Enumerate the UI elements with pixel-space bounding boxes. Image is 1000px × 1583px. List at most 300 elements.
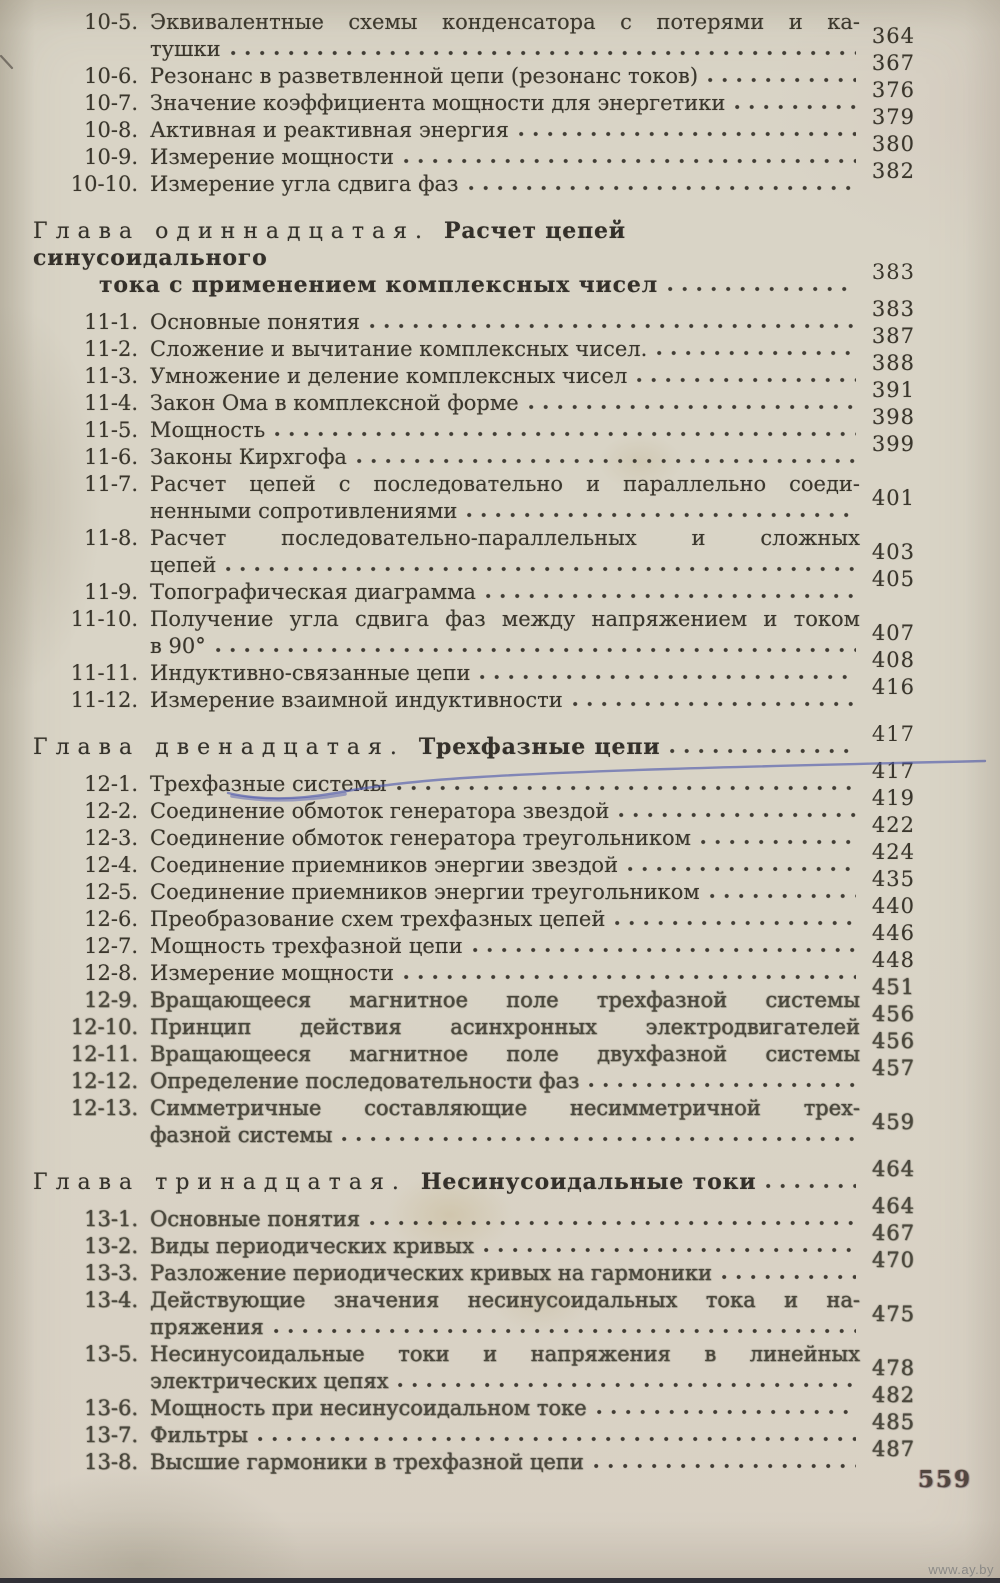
- entry-number: 11-2.: [84, 337, 138, 361]
- entry-line: [150, 687, 860, 714]
- toc-section: [0, 722, 915, 1149]
- toc-entry: [0, 948, 915, 987]
- dot-leader: [484, 1244, 856, 1256]
- toc-entry: [0, 975, 915, 1014]
- entry-page-number: 459: [871, 1110, 915, 1134]
- entry-line-text: Активная и реактивная энергия: [150, 118, 509, 142]
- entry-page-number: 448: [871, 948, 915, 972]
- dot-leader: [275, 428, 856, 440]
- dot-leader: [529, 401, 856, 413]
- entry-number: 12-13.: [70, 1096, 138, 1120]
- dot-leader: [594, 1460, 856, 1472]
- entry-page-number: 435: [871, 867, 915, 891]
- dot-leader: [668, 283, 856, 295]
- entry-text: [150, 1395, 860, 1422]
- entry-line-text: Фильтры: [150, 1423, 248, 1447]
- chapter-heading-line: [33, 218, 860, 272]
- entry-text: [150, 1422, 860, 1449]
- dot-leader: [619, 809, 856, 821]
- entry-line: [150, 1314, 860, 1341]
- entry-line-text: ненными сопротивлениями: [150, 499, 458, 523]
- dot-leader: [735, 101, 856, 113]
- toc-entry: [0, 786, 915, 825]
- entry-line: Получение угла сдвига фаз между напряжением и током: [150, 607, 860, 631]
- entry-number: 11-1.: [84, 310, 138, 334]
- toc-entry: [0, 894, 915, 933]
- entry-line-text: Измерение взаимной индуктивности: [150, 688, 563, 712]
- entry-line: [150, 417, 860, 444]
- entry-text: [150, 825, 860, 852]
- entry-number: 10-6.: [84, 64, 138, 88]
- entry-number: 11-7.: [84, 472, 138, 496]
- entry-line: [150, 363, 860, 390]
- dot-leader: [766, 1180, 856, 1192]
- entry-line-text: Измерение угла сдвига фаз: [150, 172, 459, 196]
- chapter-heading-text: [0, 734, 860, 761]
- entry-number: 11-11.: [70, 661, 138, 685]
- entry-line-text: Мощность трехфазной цепи: [150, 934, 463, 958]
- entry-text: [150, 1341, 860, 1395]
- entry-page-number: 482: [871, 1383, 915, 1407]
- entry-line: [150, 1422, 860, 1449]
- entry-text: [150, 144, 860, 171]
- entry-line-text: Основные понятия: [150, 310, 360, 334]
- bottom-scan-edge: [0, 1578, 1000, 1583]
- entry-line: [150, 1449, 860, 1476]
- toc-entry: [0, 1248, 915, 1287]
- chapter-heading-line: [33, 272, 860, 299]
- entry-line: [150, 633, 860, 660]
- entry-page-number: 440: [871, 894, 915, 918]
- entry-text: [150, 798, 860, 825]
- toc-entry: [0, 405, 915, 444]
- entry-line: [150, 36, 860, 63]
- dot-leader: [589, 1079, 856, 1091]
- toc-entry: [0, 432, 915, 471]
- entry-page-number: 446: [871, 921, 915, 945]
- entry-page-number: 380: [871, 132, 915, 156]
- entry-line-text: Сложение и вычитание комплексных чисел.: [150, 337, 648, 361]
- entry-text: [150, 117, 860, 144]
- chapter-page-number: 464: [871, 1157, 915, 1181]
- dot-leader: [573, 698, 856, 710]
- dot-leader: [258, 1433, 856, 1445]
- toc-entry: [0, 1341, 915, 1395]
- chapter-heading-line: [33, 1169, 860, 1196]
- dot-leader: [519, 128, 856, 140]
- entry-number: 12-9.: [84, 988, 138, 1012]
- entry-text: [150, 444, 860, 471]
- entry-page-number: 364: [871, 24, 915, 48]
- entry-line-text: фазной системы: [150, 1123, 333, 1147]
- entry-page-number: 419: [871, 786, 915, 810]
- entry-page-number: 456: [871, 1002, 915, 1026]
- entry-text: [150, 906, 860, 933]
- entry-line: Вращающееся магнитное поле двухфазной системы: [150, 1042, 860, 1066]
- toc-entry: [0, 1410, 915, 1449]
- toc-entry: [0, 132, 915, 171]
- entry-line: [150, 660, 860, 687]
- toc-entry: [0, 297, 915, 336]
- entry-text: [150, 417, 860, 444]
- toc-entry: [0, 840, 915, 879]
- dot-leader: [216, 644, 856, 656]
- entry-page-number: 387: [871, 324, 915, 348]
- page-number-stamp: 559: [917, 1466, 972, 1493]
- entry-line-text: Индуктивно-связанные цепи: [150, 661, 471, 685]
- entry-line-text: Виды периодических кривых: [150, 1234, 474, 1258]
- toc-entry: [0, 324, 915, 363]
- entry-line-text: Высшие гармоники в трехфазной цепи: [150, 1450, 584, 1474]
- toc-section: [0, 9, 915, 198]
- entry-text: [150, 63, 860, 90]
- entry-text: [150, 852, 860, 879]
- chapter-title: Несинусоидальные токи: [420, 1169, 757, 1195]
- entry-page-number: 399: [871, 432, 915, 456]
- entry-page-number: 475: [871, 1302, 915, 1326]
- dot-leader: [370, 1217, 856, 1229]
- entry-text: [150, 879, 860, 906]
- entry-text: [150, 579, 860, 606]
- entry-line: [150, 1368, 860, 1395]
- toc-entry: [0, 1029, 915, 1068]
- entry-page-number: 379: [871, 105, 915, 129]
- entry-line-text: в 90°: [150, 634, 206, 658]
- entry-number: 12-1.: [84, 772, 138, 796]
- entry-page-number: 417: [871, 759, 915, 783]
- entry-line: [150, 144, 860, 171]
- entry-line: [150, 498, 860, 525]
- entry-number: 12-11.: [70, 1042, 138, 1066]
- entry-line: [150, 390, 860, 417]
- entry-line: [150, 336, 860, 363]
- entry-page-number: 401: [871, 486, 915, 510]
- entry-line: [150, 798, 860, 825]
- entry-page-number: 464: [871, 1194, 915, 1218]
- entry-page-number: 422: [871, 813, 915, 837]
- dot-leader: [397, 782, 856, 794]
- entry-number: 13-7.: [84, 1423, 138, 1447]
- entry-number: 11-4.: [84, 391, 138, 415]
- entry-line: [150, 63, 860, 90]
- entry-text: [150, 1041, 860, 1068]
- dot-leader: [404, 155, 856, 167]
- entry-page-number: 398: [871, 405, 915, 429]
- entry-number: 12-2.: [84, 799, 138, 823]
- toc-entry: [0, 159, 915, 198]
- entry-page-number: 470: [871, 1248, 915, 1272]
- chapter-heading-line: [33, 734, 860, 761]
- entry-text: [150, 1233, 860, 1260]
- chapter-heading-text: [0, 1169, 860, 1196]
- toc-section: [0, 1157, 915, 1476]
- entry-line-text: Измерение мощности: [150, 145, 395, 169]
- entry-text: [150, 1068, 860, 1095]
- entry-text: [150, 471, 860, 525]
- entry-number: 11-3.: [84, 364, 138, 388]
- entry-number: 11-12.: [70, 688, 138, 712]
- entry-number: 12-6.: [84, 907, 138, 931]
- entry-number: 12-10.: [70, 1015, 138, 1039]
- entry-number: 13-4.: [84, 1288, 138, 1312]
- entry-line-text: Основные понятия: [150, 1207, 360, 1231]
- toc-entry: [0, 606, 915, 660]
- entry-number: 13-3.: [84, 1261, 138, 1285]
- entry-page-number: 407: [871, 621, 915, 645]
- entry-line-text: Преобразование схем трехфазных цепей: [150, 907, 606, 931]
- dot-leader: [231, 47, 856, 59]
- entry-page-number: 478: [871, 1356, 915, 1380]
- entry-line-text: Соединение приемников энергии треугольником: [150, 880, 700, 904]
- chapter-title: тока с применением комплексных чисел: [99, 272, 658, 298]
- entry-page-number: 383: [871, 297, 915, 321]
- entry-text: [150, 363, 860, 390]
- dot-leader: [342, 1133, 856, 1145]
- entry-number: 10-7.: [84, 91, 138, 115]
- entry-line-text: Умножение и деление комплексных чисел: [150, 364, 628, 388]
- entry-line-text: тушки: [150, 37, 221, 61]
- toc-entry: [0, 1002, 915, 1041]
- entry-line-text: пряжения: [150, 1315, 264, 1339]
- dot-leader: [615, 917, 856, 929]
- entry-line-text: Законы Кирхгофа: [150, 445, 347, 469]
- toc-entry: [0, 1287, 915, 1341]
- entry-number: 10-10.: [70, 172, 138, 196]
- entry-page-number: 408: [871, 648, 915, 672]
- entry-line: Принцип действия асинхронных электродвигателей: [150, 1015, 860, 1039]
- entry-line: Расчет последовательно-параллельных и сложных: [150, 526, 860, 550]
- chapter-heading: [0, 1157, 915, 1196]
- toc-entry: [0, 1194, 915, 1233]
- watermark: www.ay.by: [928, 1562, 994, 1577]
- dot-leader: [469, 182, 856, 194]
- toc-entry: [0, 105, 915, 144]
- entry-text: [150, 1287, 860, 1341]
- entry-number: 12-5.: [84, 880, 138, 904]
- entry-line-text: Определение последовательности фаз: [150, 1069, 580, 1093]
- entry-text: [150, 9, 860, 63]
- entry-number: 13-2.: [84, 1234, 138, 1258]
- entry-text: [150, 90, 860, 117]
- entry-page-number: 405: [871, 567, 915, 591]
- dot-leader: [657, 347, 856, 359]
- chapter-title: Расчет цепей синусоидального: [33, 218, 626, 271]
- toc-entry: [0, 675, 915, 714]
- entry-line-text: электрических цепях: [150, 1369, 389, 1393]
- entry-number: 12-4.: [84, 853, 138, 877]
- entry-page-number: 367: [871, 51, 915, 75]
- entry-number: 13-6.: [84, 1396, 138, 1420]
- entry-page-number: 388: [871, 351, 915, 375]
- entry-number: 10-8.: [84, 118, 138, 142]
- entry-number: 10-5.: [84, 10, 138, 34]
- dot-leader: [274, 1325, 856, 1337]
- entry-text: [150, 660, 860, 687]
- dot-leader: [708, 74, 856, 86]
- toc-entry: [0, 525, 915, 579]
- toc-entry: [0, 471, 915, 525]
- entry-page-number: 456: [871, 1029, 915, 1053]
- entry-page-number: 485: [871, 1410, 915, 1434]
- dot-leader: [597, 1406, 856, 1418]
- entry-line-text: Резонанс в разветвленной цепи (резонанс токов): [150, 64, 699, 88]
- entry-page-number: 467: [871, 1221, 915, 1245]
- entry-line: [150, 309, 860, 336]
- entry-number: 11-6.: [84, 445, 138, 469]
- entry-line: Расчет цепей с последовательно и параллельно соеди-: [150, 472, 860, 496]
- entry-text: [150, 606, 860, 660]
- toc-entry: [0, 1221, 915, 1260]
- entry-line: [150, 1233, 860, 1260]
- entry-number: 12-7.: [84, 934, 138, 958]
- dot-leader: [473, 944, 856, 956]
- entry-line: [150, 171, 860, 198]
- entry-number: 13-1.: [84, 1207, 138, 1231]
- chapter-heading: [0, 218, 915, 299]
- entry-page-number: 403: [871, 540, 915, 564]
- toc-entry: [0, 759, 915, 798]
- toc-section: [0, 218, 915, 714]
- entry-line-text: цепей: [150, 553, 217, 577]
- entry-number: 13-5.: [84, 1342, 138, 1366]
- entry-line: [150, 906, 860, 933]
- dot-leader: [486, 590, 856, 602]
- entry-text: [150, 1095, 860, 1149]
- entry-text: [150, 987, 860, 1014]
- entry-page-number: 487: [871, 1437, 915, 1461]
- entry-line: [150, 444, 860, 471]
- toc-entry: [0, 567, 915, 606]
- entry-line-text: Соединение обмоток генератора звездой: [150, 799, 610, 823]
- dot-leader: [370, 320, 856, 332]
- entry-line: [150, 1068, 860, 1095]
- entry-number: 11-9.: [84, 580, 138, 604]
- entry-line: [150, 933, 860, 960]
- toc-entry: [0, 813, 915, 852]
- dot-leader: [357, 455, 856, 467]
- dot-leader: [226, 563, 856, 575]
- chapter-label: Глава тринадцатая.: [33, 1170, 407, 1195]
- entry-line: Несинусоидальные токи и напряжения в линейных: [150, 1342, 860, 1366]
- entry-line-text: Соединение обмоток генератора треугольником: [150, 826, 691, 850]
- entry-line: [150, 1122, 860, 1149]
- entry-text: [150, 309, 860, 336]
- entry-line: [150, 117, 860, 144]
- dot-leader: [670, 745, 856, 757]
- entry-line: [150, 90, 860, 117]
- chapter-heading-text: [0, 218, 860, 299]
- chapter-label: Глава одиннадцатая.: [33, 219, 431, 244]
- dot-leader: [710, 890, 856, 902]
- toc-entry: [0, 921, 915, 960]
- entry-page-number: 451: [871, 975, 915, 999]
- toc-entry: [0, 78, 915, 117]
- toc-entry: [0, 351, 915, 390]
- toc-entry: [0, 648, 915, 687]
- entry-line-text: Измерение мощности: [150, 961, 395, 985]
- dot-leader: [404, 971, 856, 983]
- entry-line-text: Топографическая диаграмма: [150, 580, 476, 604]
- toc-entry: [0, 9, 915, 63]
- entry-line: [150, 1260, 860, 1287]
- entry-line: [150, 879, 860, 906]
- entry-number: 11-10.: [70, 607, 138, 631]
- entry-line: [150, 825, 860, 852]
- toc-entry: [0, 51, 915, 90]
- entry-text: [150, 336, 860, 363]
- entry-text: [150, 390, 860, 417]
- entry-page-number: 376: [871, 78, 915, 102]
- entry-line: [150, 1395, 860, 1422]
- entry-number: 13-8.: [84, 1450, 138, 1474]
- entry-text: [150, 1014, 860, 1041]
- entry-text: [150, 1260, 860, 1287]
- dot-leader: [701, 836, 856, 848]
- entry-line-text: Мощность: [150, 418, 266, 442]
- entry-line: Эквивалентные схемы конденсатора с потерями и ка-: [150, 10, 860, 34]
- entry-number: 10-9.: [84, 145, 138, 169]
- chapter-page-number: 417: [871, 722, 915, 746]
- entry-line: [150, 960, 860, 987]
- entry-number: 12-3.: [84, 826, 138, 850]
- entry-line-text: Мощность при несинусоидальном токе: [150, 1396, 587, 1420]
- chapter-page-number: 383: [871, 260, 915, 284]
- toc-entry: [0, 1095, 915, 1149]
- entry-line-text: Значение коэффициента мощности для энергетики: [150, 91, 726, 115]
- entry-number: 11-8.: [84, 526, 138, 550]
- chapter-heading: [0, 722, 915, 761]
- dot-leader: [628, 863, 856, 875]
- toc-entry: [0, 1437, 915, 1476]
- dot-leader: [467, 509, 856, 521]
- entry-line: [150, 771, 860, 798]
- toc: [0, 9, 1000, 1476]
- entry-number: 12-8.: [84, 961, 138, 985]
- chapter-title: Трехфазные цепи: [418, 734, 661, 760]
- entry-text: [150, 933, 860, 960]
- entry-page-number: 457: [871, 1056, 915, 1080]
- entry-text: [150, 171, 860, 198]
- entry-number: 11-5.: [84, 418, 138, 442]
- entry-line: Действующие значения несинусоидальных тока и на-: [150, 1288, 860, 1312]
- entry-page-number: 382: [871, 159, 915, 183]
- dot-leader: [480, 671, 856, 683]
- entry-line: Симметричные составляющие несимметричной трех-: [150, 1096, 860, 1120]
- toc-entry: [0, 867, 915, 906]
- entry-line: [150, 852, 860, 879]
- entry-text: [150, 1449, 860, 1476]
- dot-leader: [637, 374, 856, 386]
- entry-page-number: 416: [871, 675, 915, 699]
- entry-line-text: Трехфазные системы: [150, 772, 387, 796]
- dot-leader: [722, 1271, 856, 1283]
- dot-leader: [398, 1379, 856, 1391]
- entry-number: 12-12.: [70, 1069, 138, 1093]
- entry-line: [150, 579, 860, 606]
- entry-line-text: Закон Ома в комплексной форме: [150, 391, 519, 415]
- entry-page-number: 391: [871, 378, 915, 402]
- entry-line-text: Соединение приемников энергии звездой: [150, 853, 619, 877]
- entry-page-number: 424: [871, 840, 915, 864]
- entry-line: Вращающееся магнитное поле трехфазной системы: [150, 988, 860, 1012]
- toc-entry: [0, 378, 915, 417]
- entry-text: [150, 687, 860, 714]
- chapter-label: Глава двенадцатая.: [33, 735, 405, 760]
- entry-text: [150, 960, 860, 987]
- entry-text: [150, 1206, 860, 1233]
- toc-entry: [0, 1383, 915, 1422]
- entry-line: [150, 552, 860, 579]
